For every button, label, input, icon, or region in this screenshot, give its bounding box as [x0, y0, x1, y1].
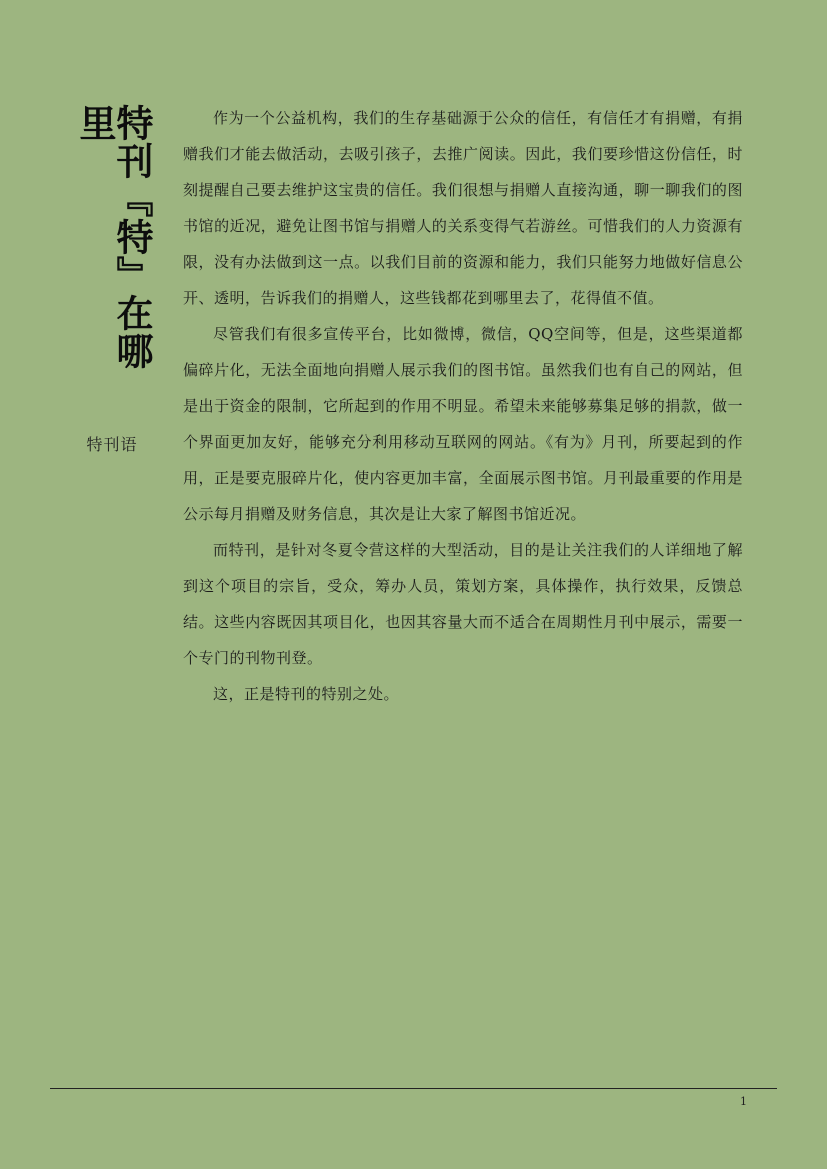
paragraph-2: 尽管我们有很多宣传平台，比如微博，微信，QQ空间等，但是，这些渠道都偏碎片化，无法全面地向捐赠人展示我们的图书馆。虽然我们也有自己的网站，但是出于资金的限制，它所起到的作用不明显。希望未来能够募集足够的捐款，做一个界面更加友好，能够充分利用移动互联网的网站。《有为》月刊，所要起到的作用，正是要克服碎片化，使内容更加丰富，全面展示图书馆。月刊最重要的作用是公示每月捐赠及财务信息，其次是让大家了解图书馆近况。: [183, 325, 743, 523]
subtitle: 特刊语: [86, 435, 138, 454]
body-text: [183, 100, 743, 712]
title-column: [73, 104, 154, 455]
page-number: 1: [740, 1095, 747, 1108]
paragraph-1: 作为一个公益机构，我们的生存基础源于公众的信任，有信任才有捐赠，有捐赠我们才能去做活动，去吸引孩子，去推广阅读。因此，我们要珍惜这份信任，时刻提醒自己要去维护这宝贵的信任。我们很想与捐赠人直接沟通，聊一聊我们的图书馆的近况，避免让图书馆与捐赠人的关系变得气若游丝。可惜我们的人力资源有限，没有办法做到这一点。以我们目前的资源和能力，我们只能努力地做好信息公开、透明，告诉我们的捐赠人，这些钱都花到哪里去了，花得值不值。: [183, 109, 743, 307]
paragraph-4: 这，正是特刊的特别之处。: [213, 685, 400, 703]
vertical-title: 特刊『特』在哪里: [73, 104, 154, 370]
paragraph-3: 而特刊，是针对冬夏令营这样的大型活动，目的是让关注我们的人详细地了解到这个项目的宗旨，受众，筹办人员，策划方案，具体操作，执行效果，反馈总结。这些内容既因其项目化，也因其容量大而不适合在周期性月刊中展示，需要一个专门的刊物刊登。: [183, 541, 743, 667]
footer-rule: [50, 1088, 777, 1089]
